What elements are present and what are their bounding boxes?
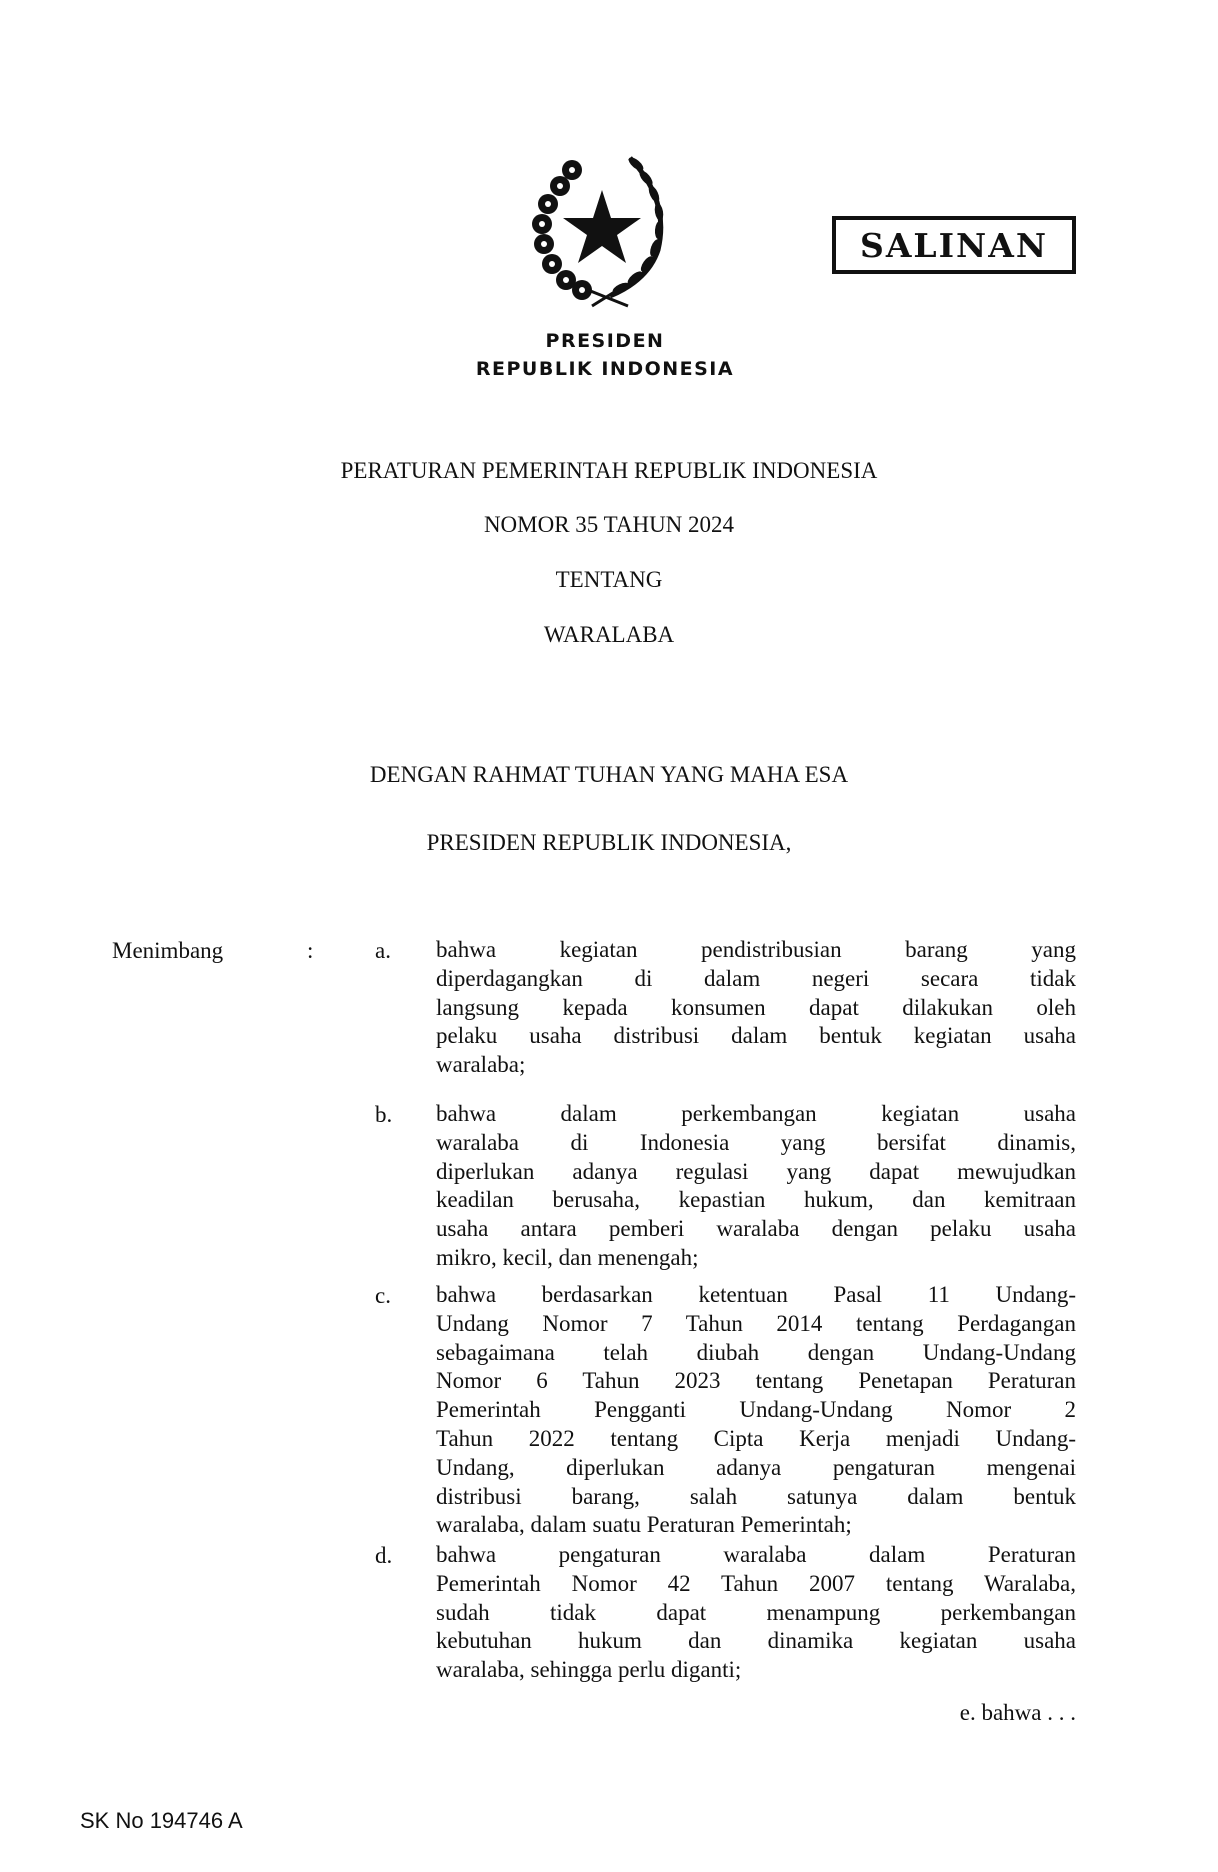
consideration-item-d [436, 1541, 1076, 1685]
text-line: waralaba, dalam suatu Peraturan Pemerintah; [436, 1512, 852, 1538]
consideration-item-c [436, 1281, 1076, 1540]
consideration-item-b [436, 1100, 1076, 1273]
consideration-item-a [436, 936, 1076, 1080]
text-line: Undang Nomor 7 Tahun 2014 tentang Perdagangan [436, 1310, 1076, 1336]
preamble-invocation: DENGAN RAHMAT TUHAN YANG MAHA ESA [369, 762, 849, 787]
presidential-emblem-icon [520, 140, 680, 310]
text-line: usaha antara pemberi waralaba dengan pelaku usaha [436, 1216, 1076, 1242]
text-line: distribusi barang, salah satunya dalam bentuk [436, 1483, 1076, 1509]
text-line: waralaba; [436, 1052, 526, 1078]
text-line: bahwa pengaturan waralaba dalam Peraturan [436, 1542, 1076, 1567]
emblem-caption-republik: REPUBLIK INDONESIA [475, 358, 735, 380]
text-line: Tahun 2022 tentang Cipta Kerja menjadi Undang- [436, 1425, 1076, 1451]
regulation-number: NOMOR 35 TAHUN 2024 [483, 512, 735, 537]
text-line: bahwa dalam perkembangan kegiatan usaha [436, 1101, 1076, 1126]
text-line: bahwa berdasarkan ketentuan Pasal 11 Undang- [436, 1282, 1076, 1307]
page-continuation: e. bahwa . . . [959, 1700, 1076, 1725]
menimbang-label: Menimbang [112, 938, 224, 963]
salinan-stamp: SALINAN [832, 216, 1076, 274]
text-line: mikro, kecil, dan menengah; [436, 1244, 699, 1270]
text-line: waralaba di Indonesia yang bersifat dinamis, [436, 1129, 1076, 1155]
regulation-title: PERATURAN PEMERINTAH REPUBLIK INDONESIA [340, 458, 878, 483]
tentang-label: TENTANG [555, 567, 663, 592]
text-line: kebutuhan hukum dan dinamika kegiatan usaha [436, 1628, 1076, 1654]
text-line: diperdagangkan di dalam negeri secara tidak [436, 965, 1076, 991]
text-line: Pemerintah Pengganti Undang-Undang Nomor 2 [436, 1397, 1076, 1423]
sk-number: SK No 194746 A [80, 1808, 243, 1833]
text-line: Pemerintah Nomor 42 Tahun 2007 tentang Waralaba, [436, 1570, 1076, 1596]
text-line: Nomor 6 Tahun 2023 tentang Penetapan Peraturan [436, 1368, 1076, 1394]
text-line: sebagaimana telah diubah dengan Undang-Undang [436, 1339, 1076, 1365]
text-line: pelaku usaha distribusi dalam bentuk kegiatan usaha [436, 1023, 1076, 1049]
item-letter-a: a. [375, 938, 391, 963]
text-line: bahwa kegiatan pendistribusian barang yang [436, 937, 1076, 962]
text-line: keadilan berusaha, kepastian hukum, dan kemitraan [436, 1187, 1076, 1213]
menimbang-colon: : [307, 938, 314, 963]
regulation-subject: WARALABA [543, 622, 675, 647]
emblem-caption-presiden: PRESIDEN [545, 330, 665, 352]
text-line: diperlukan adanya regulasi yang dapat mewujudkan [436, 1158, 1076, 1184]
text-line: sudah tidak dapat menampung perkembangan [436, 1599, 1076, 1625]
item-letter-d: d. [375, 1543, 393, 1568]
text-line: Undang, diperlukan adanya pengaturan mengenai [436, 1454, 1076, 1480]
item-letter-c: c. [375, 1283, 391, 1308]
text-line: waralaba, sehingga perlu diganti; [436, 1657, 742, 1683]
text-line: langsung kepada konsumen dapat dilakukan oleh [436, 994, 1076, 1020]
preamble-president: PRESIDEN REPUBLIK INDONESIA, [426, 830, 792, 855]
item-letter-b: b. [375, 1102, 393, 1127]
